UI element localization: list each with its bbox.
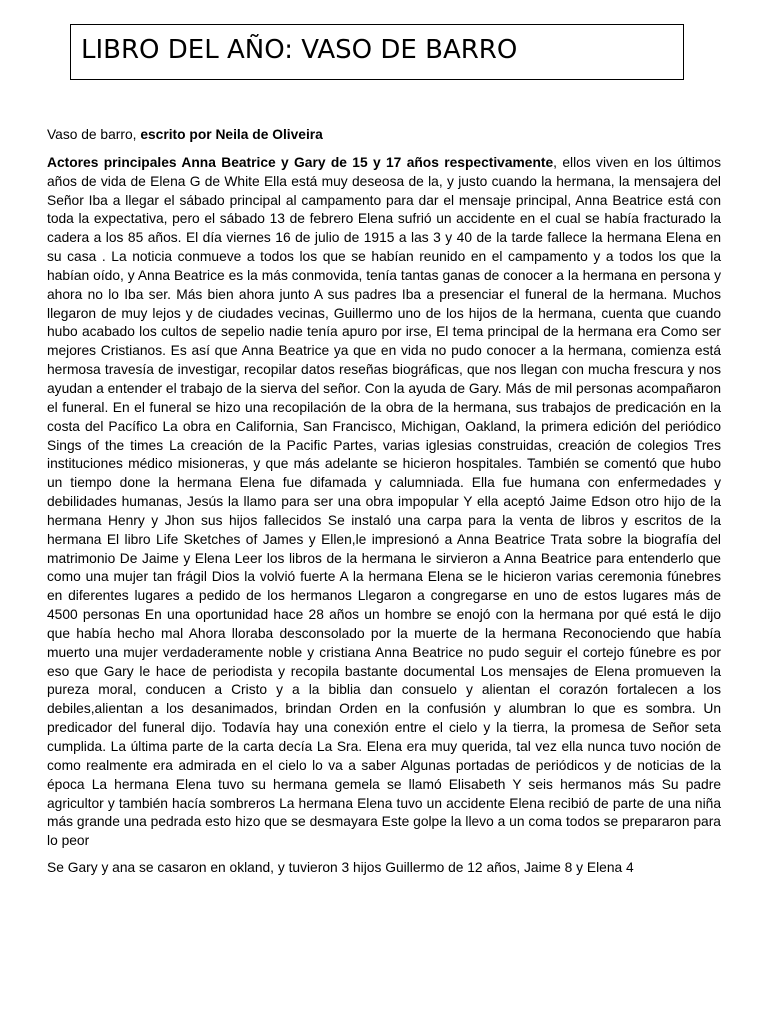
byline [47, 126, 721, 145]
main-paragraph-text: , ellos viven en los últimos años de vida de Elena G de White Ella está muy deseosa de la, y justo cuando la hermana, la mensajera del Señor Iba a llegar el sábado principal al campamento para dar el mensaje principal, Anna Beatrice está con toda la expectativa, pero el sábado 13 de febrero Elena sufrió un accidente en el cual se había fracturado la cadera a los 85 años. El día viernes 16 de julio de 1915 a las 3 y 40 de la tarde fallece la hermana Elena en su casa . La noticia conmueve a todos los que se habían reunido en el campamento y a todos los que la habían oído, y Anna Beatrice es la más conmovida, tenía tantas ganas de conocer a la hermana en persona y ahora no lo Iba ser. Más bien ahora junto A sus padres Iba a presenciar el funeral de la hermana. Muchos llegaron de muy lejos y de ciudades vecinas, Guillermo uno de los hijos de la hermana, cuenta que cuando hubo acabado los cultos de sepelio nadie tenía apuro por irse, El tema principal de la hermana era Como ser mejores Cristianos. Es así que Anna Beatrice ya que en vida no pudo conocer a la hermana, comienza está hermosa travesía de investigar, recopilar datos reseñas biográficas, que nos llegan con mucha frescura y nos ayudan a entender el trabajo de la sierva del señor. Con la ayuda de Gary. Más de mil personas acompañaron el funeral. En el funeral se hizo una recopilación de la obra de la hermana, sus trabajos de predicación en la costa del Pacífico La obra en California, San Francisco, Michigan, Oakland, la primera edición del periódico Sings of the times La creación de la Pacific Partes, varias iglesias construidas, creación de colegios Tres instituciones médico misioneras, y que más adelante se hicieron hospitales. También se comentó que hubo un tiempo done la hermana Elena fue difamada y calumniada. Ella fue humana con enfermedades y debilidades humanas, Jesús la llamo para ser una obra impopular Y ella aceptó Jaime Edson otro hijo de la hermana Henry y Jhon sus hijos fallecidos Se instaló una carpa para la venta de libros y escritos de la hermana El libro Life Sketches of James y Ellen,le impresionó a Anna Beatrice Trata sobre la biografía del matrimonio De Jaime y Elena Leer los libros de la hermana le sirvieron a Anna Beatrice para entenderlo que como una mujer tan frágil Dios la volvió fuerte A la hermana Elena se le hicieron varias ceremonia fúnebres en diferentes lugares a pedido de los hermanos Llegaron a congregarse en uno de estos lugares más de 4500 personas En una oportunidad hace 28 años un hombre se enojó con la hermana por qué está le dijo que había hecho mal Ahora lloraba desconsolado por la muerte de la hermana Reconociendo que había muerto una mujer verdaderamente noble y cristiana Anna Beatrice no pudo seguir el cortejo fúnebre es por eso que Gary le hace de periodista y recopila bastante documental Los mensajes de Elena promueven la pureza moral, conducen a Cristo y a la biblia dan consuelo y alientan el corazón fortalecen a los debiles,alientan a los desanimados, brindan Orden en la confusión y alumbran lo que es sombra. Un predicador del funeral dijo. Todavía hay una conexión entre el cielo y la tierra, la promesa de Señor seta cumplida. La última parte de la carta decía La Sra. Elena era muy querida, tal vez ella nunca tuvo noción de como realmente era admirada en el cielo lo va a saber Algunas portadas de periódicos y de noticias de la época La hermana Elena tuvo su hermana gemela se llamó Elisabeth Y seis hermanos más Su padre agricultor y también hacía sombreros La hermana Elena tuvo un accidente Elena recibió de parte de una niña más grande una pedrada esto hizo que se desmayara Este golpe la llevo a un coma todos se prepararon para lo peor [47, 154, 721, 849]
closing-paragraph: Se Gary y ana se casaron en okland, y tuvieron 3 hijos Guillermo de 12 años, Jaime 8 y Elena 4 [47, 860, 634, 876]
main-paragraph-lead: Actores principales Anna Beatrice y Gary de 15 y 17 años respectivamente [47, 154, 554, 170]
document-title: LIBRO DEL AÑO: VASO DE BARRO [81, 35, 518, 65]
byline-author: escrito por Neila de Oliveira [140, 127, 323, 142]
document-body [47, 126, 721, 878]
main-paragraph [47, 154, 721, 851]
byline-prefix: Vaso de barro, [47, 127, 137, 142]
title-box [70, 24, 684, 80]
